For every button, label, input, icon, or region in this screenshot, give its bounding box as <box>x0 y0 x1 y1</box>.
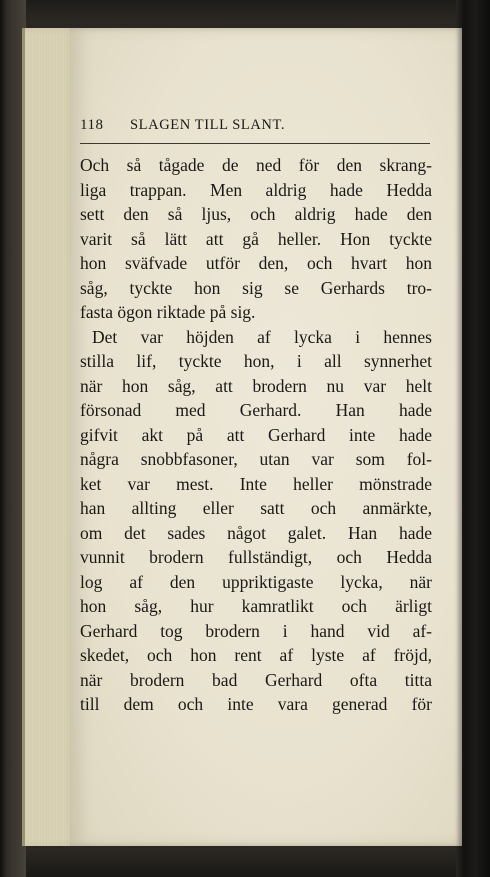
header-rule <box>80 143 430 144</box>
text-line: skedet, och hon rent af lyste af fröjd, <box>80 645 432 665</box>
running-title: SLAGEN TILL SLANT. <box>130 117 286 133</box>
text-line: vunnit brodern fullständigt, och Hedda <box>80 547 432 567</box>
body-text <box>80 153 432 717</box>
text-line: såg, tyckte hon sig se Gerhards tro- <box>80 277 432 298</box>
page-number: 118 <box>80 117 104 133</box>
text-line: några snobbfasoner, utan var som fol- <box>80 449 432 469</box>
text-line: försonad med Gerhard. Han hade <box>80 400 432 420</box>
text-line: gifvit akt på att Gerhard inte hade <box>80 424 432 445</box>
text-line: han allting eller satt och anmärkte, <box>80 498 432 518</box>
text-line: sett den så ljus, och aldrig hade den <box>80 204 432 224</box>
text-line: fasta ögon riktade på sig. <box>80 302 256 322</box>
text-line: liga trappan. Men aldrig hade Hedda <box>80 179 432 200</box>
text-line: hon sväfvade utför den, och hvart hon <box>80 253 432 273</box>
text-line: Och så tågade de ned för den skrang- <box>80 155 432 175</box>
text-line: till dem och inte vara generad för <box>80 694 432 714</box>
text-line: varit så lätt att gå heller. Hon tyckte <box>80 228 432 249</box>
page-edges <box>22 28 77 846</box>
text-line: stilla lif, tyckte hon, i all synnerhet <box>80 351 432 371</box>
text-line: när hon såg, att brodern nu var helt <box>80 375 432 396</box>
text-line: ket var mest. Inte heller mönstrade <box>80 473 432 494</box>
text-line: om det sades något galet. Han hade <box>80 522 432 543</box>
text-line: Det var höjden af lycka i hennes <box>92 326 432 347</box>
text-line: när brodern bad Gerhard ofta titta <box>80 669 432 690</box>
text-line: hon såg, hur kamratlikt och ärligt <box>80 596 432 616</box>
running-header <box>80 113 368 145</box>
text-line: Gerhard tog brodern i hand vid af- <box>80 620 432 641</box>
text-line: log af den uppriktigaste lycka, när <box>80 571 432 592</box>
